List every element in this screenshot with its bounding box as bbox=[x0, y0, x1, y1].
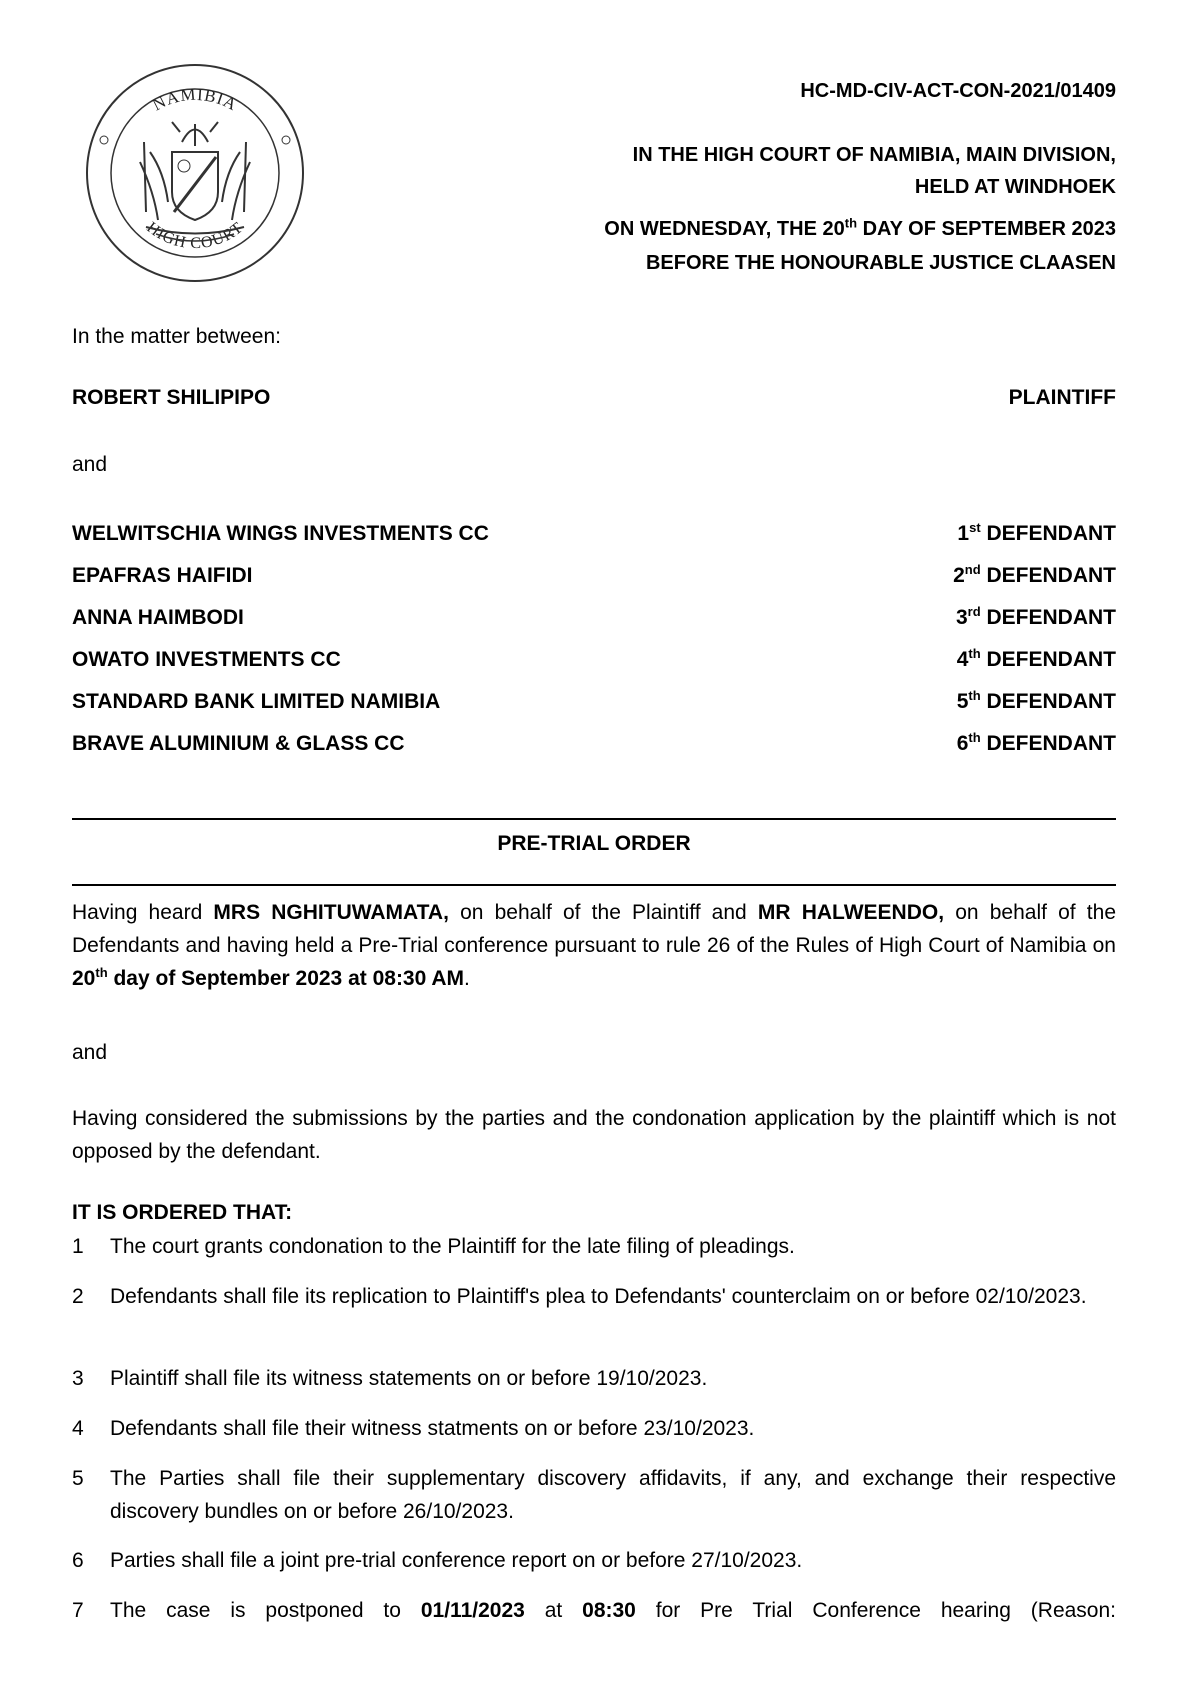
title-rule-top bbox=[72, 818, 1116, 820]
title-rule-bottom bbox=[72, 884, 1116, 886]
defendant-name: OWATO INVESTMENTS CC bbox=[72, 648, 341, 671]
and-word: and bbox=[72, 453, 108, 476]
defendant-role: 1st DEFENDANT bbox=[957, 520, 1116, 545]
defendant-name: WELWITSCHIA WINGS INVESTMENTS CC bbox=[72, 522, 489, 545]
defendant-role: 3rd DEFENDANT bbox=[955, 604, 1116, 629]
order-item bbox=[72, 1280, 1116, 1313]
court-name-line1: IN THE HIGH COURT OF NAMIBIA, MAIN DIVISION, bbox=[632, 144, 1116, 166]
seal-bottom-text: HIGH COURT bbox=[143, 219, 247, 253]
svg-text:NAMIBIA bbox=[149, 85, 240, 115]
presiding-justice: BEFORE THE HONOURABLE JUSTICE CLAASEN bbox=[645, 252, 1116, 274]
defendant-row bbox=[72, 606, 1116, 636]
defendant-row bbox=[72, 564, 1116, 594]
defendant-row bbox=[72, 690, 1116, 720]
court-seal-emblem bbox=[84, 62, 306, 284]
case-number: HC-MD-CIV-ACT-CON-2021/01409 bbox=[800, 80, 1116, 102]
order-item bbox=[72, 1412, 1116, 1445]
ordered-heading: IT IS ORDERED THAT: bbox=[72, 1201, 293, 1224]
defendant-role: 2nd DEFENDANT bbox=[953, 562, 1116, 587]
order-text: The court grants condonation to the Plaintiff for the late filing of pleadings. bbox=[110, 1235, 795, 1258]
defendant-name: STANDARD BANK LIMITED NAMIBIA bbox=[72, 690, 441, 713]
order-item bbox=[72, 1594, 1116, 1627]
order-title: PRE-TRIAL ORDER bbox=[497, 832, 691, 855]
order-text: The case is postponed to 01/11/2023 at 08:30 for Pre Trial Conference hearing (Reason: bbox=[110, 1599, 1116, 1622]
order-number: 4 bbox=[72, 1417, 84, 1440]
court-name-line2: HELD AT WINDHOEK bbox=[914, 176, 1116, 198]
order-text: Plaintiff shall file its witness statements on or before 19/10/2023. bbox=[110, 1367, 708, 1390]
order-text: Parties shall file a joint pre-trial conference report on or before 27/10/2023. bbox=[110, 1549, 803, 1572]
and-word-2: and bbox=[72, 1041, 108, 1064]
order-item bbox=[72, 1462, 1116, 1528]
order-number: 2 bbox=[72, 1285, 84, 1308]
order-number: 6 bbox=[72, 1549, 84, 1572]
order-text: The Parties shall file their supplementary discovery affidavits, if any, and exchange their respective discovery bundles on or before 26/10/2023. bbox=[110, 1467, 1116, 1523]
order-item bbox=[72, 1362, 1116, 1395]
defendant-role: 4th DEFENDANT bbox=[956, 646, 1116, 671]
defendant-row bbox=[72, 522, 1116, 552]
order-number: 5 bbox=[72, 1467, 84, 1490]
order-number: 7 bbox=[72, 1599, 84, 1622]
defendant-name: EPAFRAS HAIFIDI bbox=[72, 564, 253, 587]
plaintiff-name: ROBERT SHILIPIPO bbox=[72, 386, 271, 409]
order-number: 1 bbox=[72, 1235, 84, 1258]
heard-paragraph: Having heard MRS NGHITUWAMATA, on behalf of the Plaintiff and MR HALWEENDO, on behalf of the Defendants and having held a Pre-Trial conference pursuant to rule 26 of the Rules of High Court of Namibia on 20th day of September 2023 at 08:30 AM. bbox=[72, 901, 1116, 990]
order-item bbox=[72, 1230, 1116, 1263]
defendant-name: ANNA HAIMBODI bbox=[72, 606, 244, 629]
plaintiff-role: PLAINTIFF bbox=[1008, 386, 1116, 409]
seal-top-text: NAMIBIA bbox=[149, 84, 241, 115]
defendant-role: 6th DEFENDANT bbox=[956, 730, 1116, 755]
considered-paragraph: Having considered the submissions by the parties and the condonation application by the plaintiff which is not opposed by the defendant. bbox=[72, 1107, 1116, 1163]
defendant-name: BRAVE ALUMINIUM & GLASS CC bbox=[72, 732, 405, 755]
order-number: 3 bbox=[72, 1367, 84, 1390]
defendant-role: 5th DEFENDANT bbox=[956, 688, 1116, 713]
hearing-date: ON WEDNESDAY, THE 20th DAY OF SEPTEMBER 2023 bbox=[604, 215, 1116, 240]
order-text: Defendants shall file their witness statments on or before 23/10/2023. bbox=[110, 1417, 755, 1440]
plaintiff-row bbox=[72, 386, 1116, 416]
defendant-row bbox=[72, 648, 1116, 678]
order-text: Defendants shall file its replication to Plaintiff's plea to Defendants' counterclaim on or before 02/10/2023. bbox=[110, 1285, 1087, 1308]
order-item bbox=[72, 1544, 1116, 1577]
defendant-row bbox=[72, 732, 1116, 762]
matter-intro: In the matter between: bbox=[72, 325, 281, 348]
